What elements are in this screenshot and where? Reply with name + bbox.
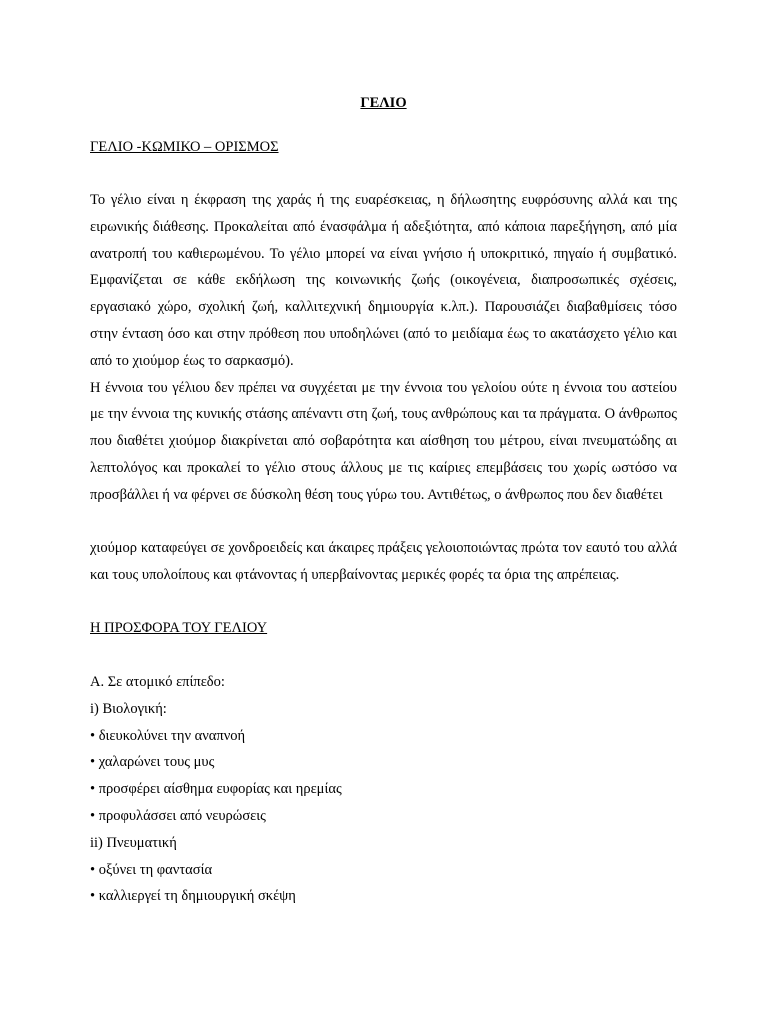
section-heading: Η ΠΡΟΣΦΟΡΑ ΤΟΥ ΓΕΛΙΟΥ [90,620,268,636]
document-subtitle: ΓΕΛΙΟ -ΚΩΜΙΚΟ – ΟΡΙΣΜΟΣ [90,139,279,155]
list-item: • καλλιεργεί τη δημιουργική σκέψη [90,888,296,905]
list-item: • προσφέρει αίσθημα ευφορίας και ηρεμίας [90,781,342,798]
list-item: • χαλαρώνει τους μυς [90,754,215,771]
document-title: ΓΕΛΙΟ [360,95,407,111]
list-item: • διευκολύνει την αναπνοή [90,727,246,744]
paragraph-humor: Η έννοια του γέλιου δεν πρέπει να συγχέεται με την έννοια του γελοίου ούτε η έννοια του αστείου με την έννοια της κυνικής στάσης απέναντι στη ζωή, τους ανθρώπους και τα πράγματα. Ο άνθρωπος που διαθέτει χιούμορ διακρίνεται από σοβαρότητα και αίσθηση του μέτρου, είναι πνευματώδης αι λεπτολόγος και προκαλεί το γέλιο στους άλλους με τις καίριες επεμβάσεις του χωρίς ωστόσο να προσβάλλει ή να φέρνει σε δύσκολη θέση τους γύρω του. Αντιθέτως, ο άνθρωπος που δεν διαθέτει [90,379,677,503]
list-item: • οξύνει τη φαντασία [90,861,213,878]
list-item: i) Βιολογική: [90,700,167,717]
offering-list [90,669,342,910]
list-item: ii) Πνευματική [90,834,177,851]
paragraph-definition: Το γέλιο είναι η έκφραση της χαράς ή της ευαρέσκειας, η δήλωσητης ευφρόσυνης αλλά και της ειρωνικής διάθεσης. Προκαλείται από ένασφάλμα ή αδεξιότητα, από κάποια παρεξήγηση, από μία ανατροπή του καθιερωμένου. Το γέλιο μπορεί να είναι γνήσιο ή υποκριτικό, πηγαίο ή συμβατικό. Εμφανίζεται σε κάθε εκδήλωση της κοινωνικής ζωής (οικογένεια, διαπροσωπικές σχέσεις, εργασιακό χώρο, σχολική ζωή, καλλιτεχνική δημιουργία κ.λπ.). Παρουσιάζει διαβαθμίσεις τόσο στην ένταση όσο και στην πρόθεση που υποδηλώνει (από το μειδίαμα έως το ακατάσχετο γέλιο και από το χιούμορ έως το σαρκασμό). [90,192,677,369]
list-item: • προφυλάσσει από νευρώσεις [90,807,266,824]
list-item: Α. Σε ατομικό επίπεδο: [90,674,225,690]
paragraph-vulgarity: χιούμορ καταφεύγει σε χονδροειδείς και άκαιρες πράξεις γελοιοποιώντας πρώτα τον εαυτό του αλλά και τους υπολοίπους και φτάνοντας ή υπερβαίνοντας μερικές φορές τα όρια της απρέπειας. [90,540,677,584]
